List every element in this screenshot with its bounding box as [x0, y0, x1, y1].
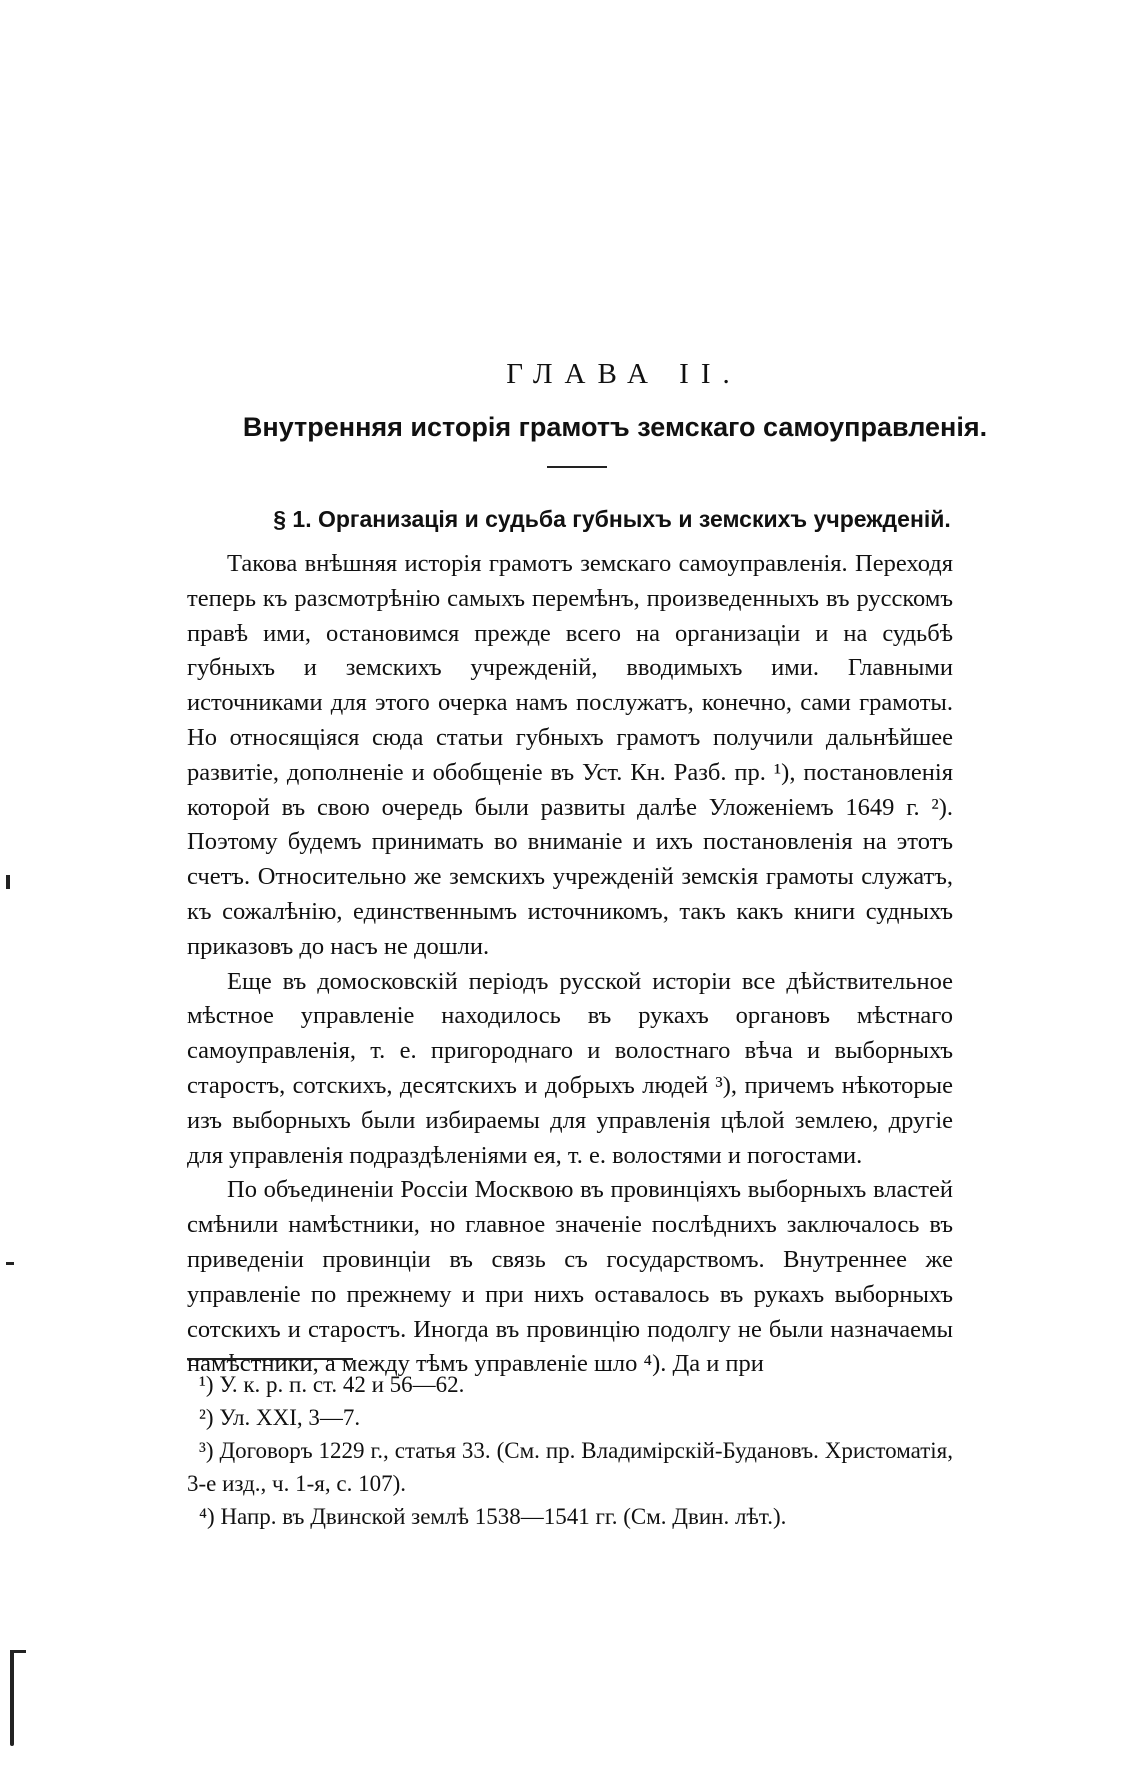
footnote-mark: ³)	[199, 1438, 214, 1463]
footnote-text: Ул. XXI, 3—7.	[219, 1405, 361, 1430]
footnote	[187, 1401, 953, 1434]
paragraph: Такова внѣшняя исторія грамотъ земскаго самоуправленія. Переходя теперь къ разсмотрѣнію самыхъ перемѣнъ, произведенныхъ въ русскомъ правѣ ими, остановимся прежде всего на организаціи и на судьбѣ губныхъ и земскихъ учрежденій, вводимыхъ ими. Главными источниками для этого очерка намъ послужатъ, конечно, сами грамоты. Но относящіяся сюда статьи губныхъ грамотъ получили дальнѣйшее развитіе, дополненіе и обобщеніе въ Уст. Кн. Разб. пр. ¹), постановленія которой въ свою очередь были развиты далѣе Уложеніемъ 1649 г. ²). Поэтому будемъ принимать во вниманіе и ихъ постановленія на этотъ счетъ. Относительно же земскихъ учрежденій земскія грамоты служатъ, къ сожалѣнію, единственнымъ источникомъ, такъ какъ книги судныхъ приказовъ до насъ не дошли.	[187, 550, 953, 960]
footnote	[187, 1368, 953, 1401]
section-heading: § 1. Организація и судьба губныхъ и земскихъ учрежденій.	[273, 506, 951, 532]
scan-artifact	[10, 1650, 14, 1746]
footnote	[187, 1434, 953, 1500]
body-text	[187, 547, 953, 1382]
chapter-heading: ГЛАВА II.	[506, 358, 742, 390]
footnote-divider	[187, 1358, 353, 1360]
paragraph: Еще въ домосковскій періодъ русской исторіи все дѣйствительное мѣстное управленіе находилось въ рукахъ органовъ мѣстнаго самоуправленія, т. е. пригороднаго и волостнаго вѣча и выборныхъ старостъ, сотскихъ, десятскихъ и добрыхъ людей ³), причемъ нѣкоторые изъ выборныхъ были избираемы для управленія цѣлой землею, другіе для управленія подраздѣленіями ея, т. е. волостями и погостами.	[187, 967, 953, 1169]
footnote-text: У. к. р. п. ст. 42 и 56—62.	[219, 1372, 465, 1397]
chapter-title: Внутренняя исторія грамотъ земскаго самоуправленія.	[242, 412, 988, 442]
scan-artifact	[6, 1262, 14, 1265]
footnote-mark: ²)	[199, 1405, 214, 1430]
title-divider	[547, 466, 607, 468]
paragraph: По объединеніи Россіи Москвою въ провинціяхъ выборныхъ властей смѣнили намѣстники, но главное значеніе послѣднихъ заключалось въ приведеніи провинціи въ связь съ государствомъ. Внутреннее же управленіе по прежнему и при нихъ оставалось въ рукахъ выборныхъ сотскихъ и старостъ. Иногда въ провинцію подолгу не были назначаемы намѣстники, а между тѣмъ управленіе шло ⁴). Да и при	[187, 1176, 953, 1378]
footnote-text: Договоръ 1229 г., статья 33. (См. пр. Владимірскій-Будановъ. Христоматія, 3-е изд., ч. 1-я, с. 107).	[187, 1438, 953, 1496]
footnote-text: Напр. въ Двинской землѣ 1538—1541 гг. (См. Двин. лѣт.).	[220, 1504, 787, 1529]
footnote-mark: ⁴)	[199, 1504, 215, 1529]
scan-artifact	[6, 875, 10, 889]
footnote-mark: ¹)	[199, 1372, 214, 1397]
footnotes	[187, 1368, 953, 1533]
scan-artifact	[10, 1650, 26, 1653]
footnote	[187, 1500, 953, 1533]
